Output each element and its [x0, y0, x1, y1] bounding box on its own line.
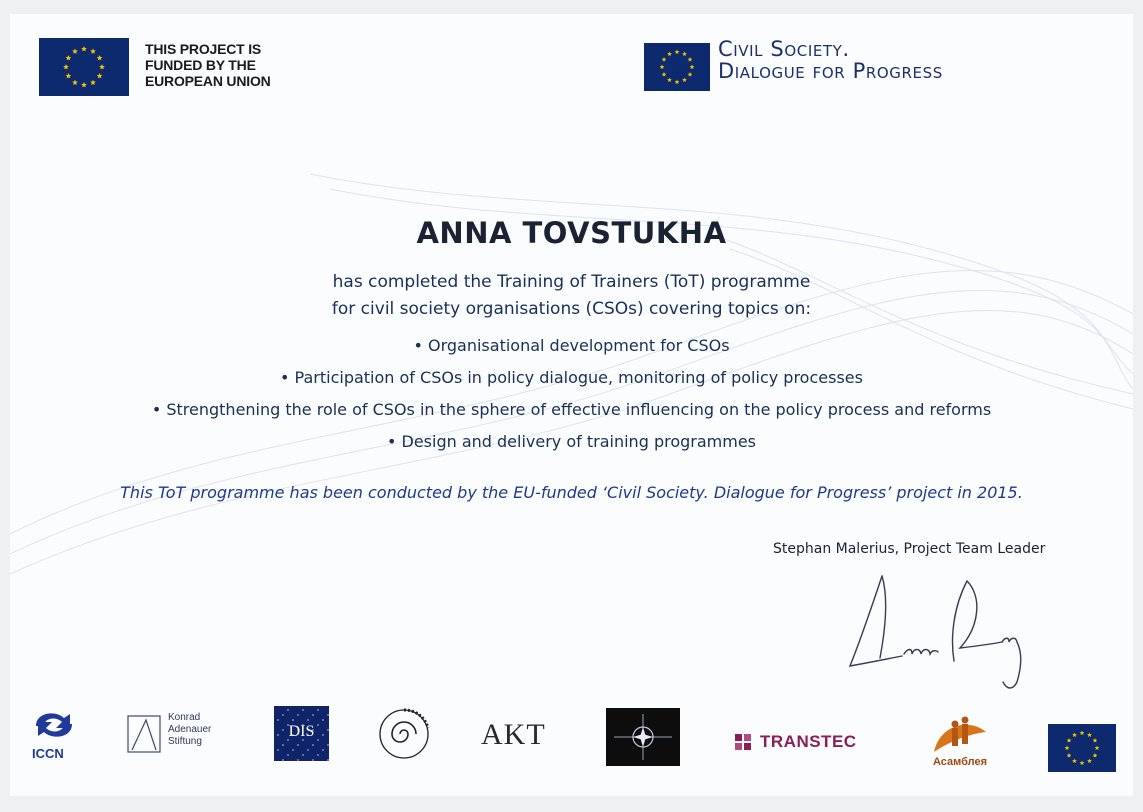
dis-dot: [327, 759, 329, 761]
akt-logo: AKT: [481, 718, 546, 751]
dis-dot: [287, 754, 289, 756]
spiral-logo: [376, 698, 436, 762]
dis-dot: [322, 719, 324, 721]
kas-line: Stiftung: [168, 736, 202, 747]
dis-dot: [297, 714, 299, 716]
signature-image: [842, 566, 1042, 696]
iccn-label: ICCN: [32, 746, 64, 761]
dis-dot: [277, 749, 279, 751]
eu-funding-line: FUNDED BY THE: [145, 57, 256, 73]
dis-dot: [322, 749, 324, 751]
dis-dot: [292, 719, 294, 721]
dis-dot: [282, 714, 284, 716]
dis-dot: [327, 714, 329, 716]
eu-flag-icon: [39, 38, 129, 96]
dis-dot: [307, 719, 309, 721]
dis-dot: [327, 744, 329, 746]
certificate-page: [10, 14, 1133, 796]
nato-logo: [606, 708, 680, 766]
dis-dot: [302, 754, 304, 756]
icon-logo: [26, 706, 82, 762]
topic-item: • Organisational development for CSOs: [413, 336, 730, 355]
kas-line: Konrad: [168, 712, 201, 723]
eu-funding-line: THIS PROJECT IS: [145, 41, 262, 57]
dis-dot: [292, 749, 294, 751]
dis-dot: [282, 744, 284, 746]
konrad-adenauer-logo: [126, 710, 236, 760]
dis-dot: [307, 749, 309, 751]
topic-item: • Participation of CSOs in policy dialogue, monitoring of policy processes: [280, 368, 863, 387]
kas-emblem-icon: [126, 714, 162, 754]
dis-dot: [282, 759, 284, 761]
dis-dot: [297, 744, 299, 746]
transtec-emblem-icon: [732, 731, 754, 753]
nato-star-icon: [606, 708, 680, 766]
asambleya-emblem-icon: [930, 714, 990, 758]
dis-dot: [312, 744, 314, 746]
statement-line: has completed the Training of Trainers (ToT) programme: [332, 272, 811, 292]
dis-dot: [312, 759, 314, 761]
statement-line: for civil society organisations (CSOs) covering topics on:: [331, 299, 812, 319]
dis-logo: [274, 706, 329, 761]
programme-note: This ToT programme has been conducted by the EU-funded ‘Civil Society. Dialogue for Progress’ project in 2015.: [120, 483, 1023, 502]
topic-item: • Design and delivery of training programmes: [386, 432, 756, 451]
asambleya-label: Асамблея: [932, 756, 988, 768]
iccn-emblem-icon: [26, 706, 82, 744]
dis-dot: [297, 759, 299, 761]
dis-dot: [317, 709, 319, 711]
project-name-line: Dialogue for Progress: [718, 59, 943, 83]
dis-dot: [312, 714, 314, 716]
recipient-name: ANNA TOVSTUKHA: [416, 216, 727, 250]
transtec-label: TRANSTEC: [760, 732, 857, 751]
dis-dot: [277, 719, 279, 721]
eu-flag-icon: [644, 43, 710, 91]
asambleya-logo: [920, 714, 1000, 772]
project-name-line: Civil Society.: [718, 37, 850, 61]
signer-name: Stephan Malerius, Project Team Leader: [773, 541, 1046, 557]
eu-funding-text: [145, 41, 271, 89]
eu-flag-icon: [1048, 724, 1116, 772]
dis-label: DIS: [288, 723, 315, 740]
kas-line: Adenauer: [168, 724, 212, 735]
project-name: [718, 38, 943, 82]
dis-dot: [302, 709, 304, 711]
eu-funding-line: EUROPEAN UNION: [145, 73, 271, 89]
dis-dot: [287, 709, 289, 711]
dis-dot: [317, 754, 319, 756]
topic-item: • Strengthening the role of CSOs in the sphere of effective influencing on the policy process and reforms: [151, 400, 992, 419]
transtec-logo: [732, 730, 882, 754]
